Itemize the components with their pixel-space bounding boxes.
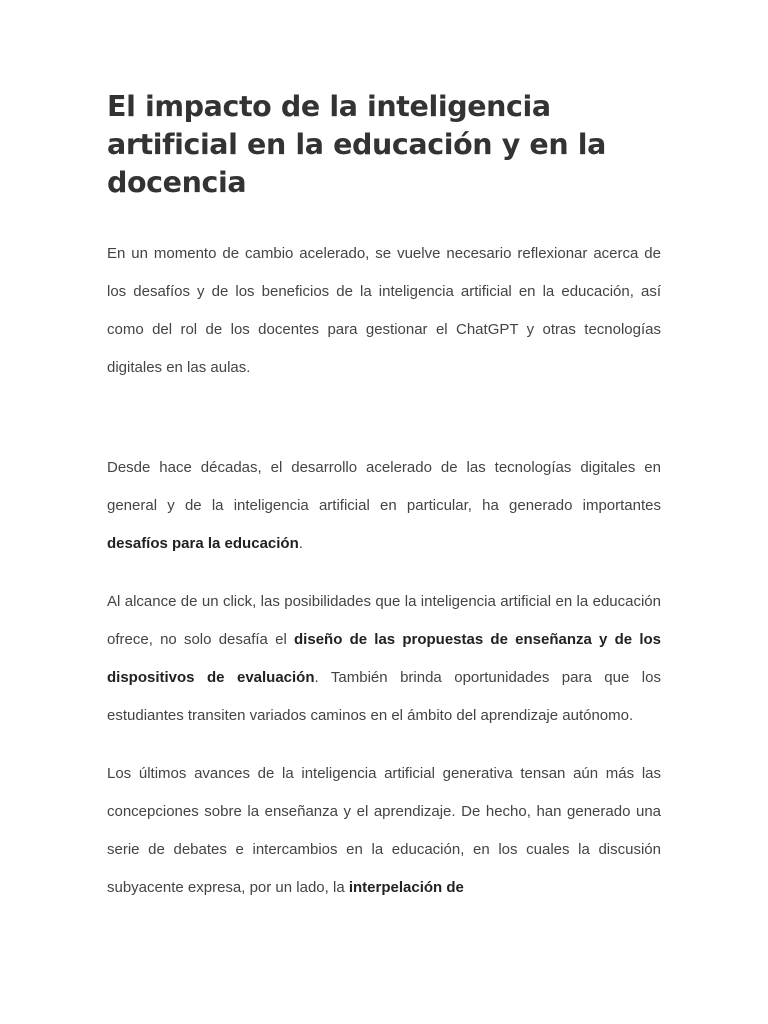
paragraph-1 xyxy=(107,449,661,563)
article-title: El impacto de la inteligencia artificial en la educación y en la docencia xyxy=(107,90,606,199)
paragraph-1-text-a: Desde hace décadas, el desarrollo acelerado de las tecnologías digitales en general y de la inteligencia artificial en particular, ha generado importantes xyxy=(107,459,661,514)
paragraph-2-bold: diseño de las propuestas de enseñanza y de los dispositivos de evaluación xyxy=(107,631,661,686)
paragraph-2 xyxy=(107,583,661,735)
paragraph-2-text-a: Al alcance de un click, las posibilidades que la inteligencia artificial en la educación ofrece, no solo desafía el xyxy=(107,593,661,648)
article-intro: En un momento de cambio acelerado, se vuelve necesario reflexionar acerca de los desafíos y de los beneficios de la inteligencia artificial en la educación, así como del rol de los docentes para gestionar el ChatGPT y otras tecnologías digitales en las aulas. xyxy=(107,245,661,376)
paragraph-1-bold: desafíos para la educación xyxy=(107,535,299,552)
paragraph-3-bold: interpelación de xyxy=(348,879,464,896)
paragraph-1-text-c: . xyxy=(298,535,303,552)
article xyxy=(107,88,661,907)
paragraph-3-text-a: Los últimos avances de la inteligencia artificial generativa tensan aún más las concepciones sobre la enseñanza y el aprendizaje. De hecho, han generado una serie de debates e intercambios en la educación, en los cuales la discusión subyacente expresa, por un lado, la xyxy=(107,765,661,896)
paragraph-3 xyxy=(107,755,661,907)
paragraph-2-text-c: . También brinda oportunidades para que los estudiantes transiten variados caminos en el ámbito del aprendizaje autónomo. xyxy=(107,669,661,724)
